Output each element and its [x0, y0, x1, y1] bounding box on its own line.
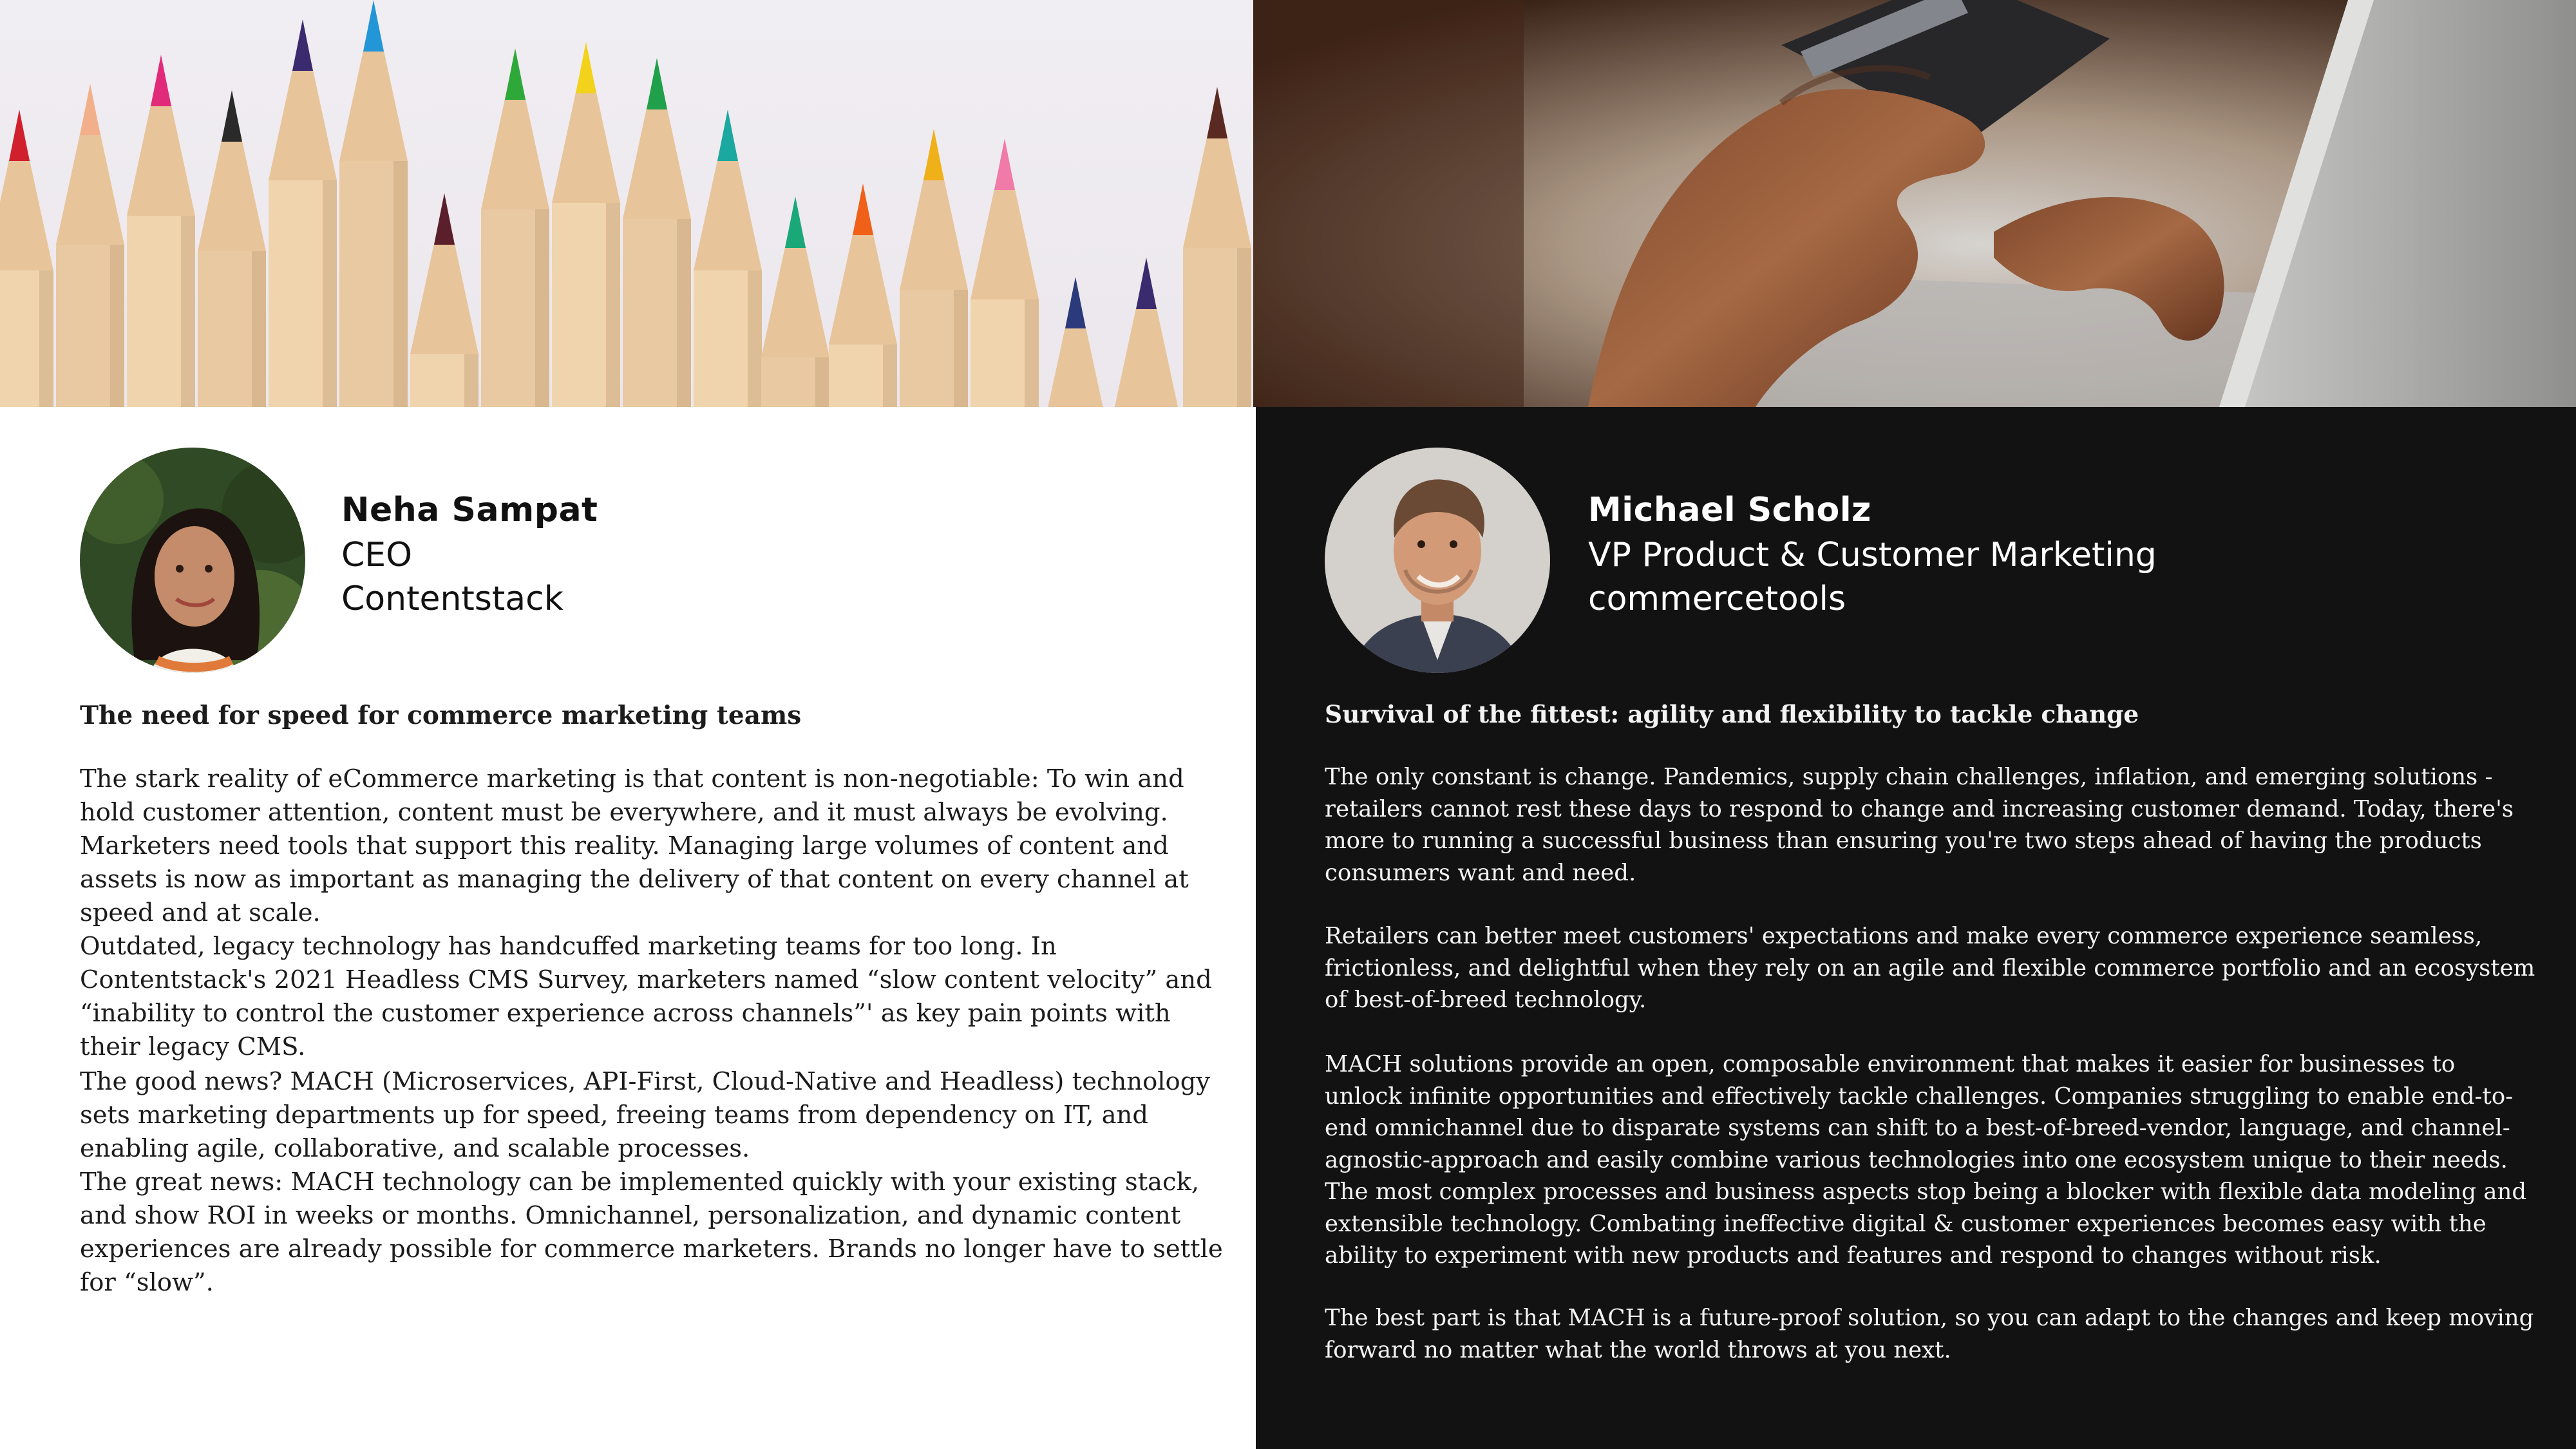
paragraph: The great news: MACH technology can be implemented quickly with your existing stack, and show ROI in weeks or months. Omnichannel, personalization, and dynamic content experiences are already possible for commerce marketers. Brands no longer have to settle for “slow”.	[80, 1168, 1223, 1297]
pencil	[339, 0, 408, 407]
profile-role: VP Product & Customer Marketing	[1588, 536, 2157, 574]
profile-role: CEO	[341, 536, 413, 574]
section-heading: The need for speed for commerce marketing teams	[80, 701, 802, 730]
paragraph: The stark reality of eCommerce marketing is that content is non-negotiable: To win and hold customer attention, content must be everywhere, and it must always be evolving.	[80, 764, 1184, 827]
paragraph: Outdated, legacy technology has handcuffed marketing teams for too long. In Contentstack's 2021 Headless CMS Survey, marketers named “slow content velocity” and “inability to control the customer experience across channels”' as key pain points with their legacy CMS.	[80, 932, 1212, 1061]
pencil	[269, 19, 337, 407]
pencil	[761, 196, 829, 407]
pencil	[410, 193, 478, 407]
colored-pencils-photo	[0, 0, 1253, 407]
pencil	[127, 55, 195, 407]
profile-company: commercetools	[1588, 580, 1846, 618]
profile-name: Neha Sampat	[341, 491, 598, 529]
pencils-illustration	[0, 0, 1253, 407]
paragraph: Retailers can better meet customers' expectations and make every commerce experience seamless, frictionless, and delightful when they rely on an agile and flexible commerce portfolio and an ecosystem of best-of-breed technology.	[1325, 923, 2535, 1013]
profile-company: Contentstack	[341, 580, 564, 618]
pencil	[1112, 258, 1180, 407]
michael-scholz-avatar	[1325, 448, 1550, 673]
right-profile-column	[1256, 407, 2576, 1449]
card-laptop-illustration	[1253, 0, 2576, 407]
pencil	[56, 84, 124, 407]
credit-card-laptop-photo	[1253, 0, 2576, 407]
section-heading: Survival of the fittest: agility and flexibility to tackle change	[1325, 700, 2139, 728]
pencil	[694, 109, 762, 407]
pencil	[481, 48, 549, 407]
pencil	[829, 184, 897, 407]
pencil	[1041, 277, 1110, 407]
paragraph: The only constant is change. Pandemics, supply chain challenges, inflation, and emerging solutions - retailers cannot rest these days to respond to change and increasing customer demand. Today, there's more to running a successful business than ensuring you're two steps ahead of having the products consumers want and need.	[1325, 764, 2514, 886]
paragraph: The good news? MACH (Microservices, API-First, Cloud-Native and Headless) technology sets marketing departments up for speed, freeing teams from dependency on IT, and enabling agile, collaborative, and scalable processes.	[80, 1067, 1211, 1163]
paragraph: The best part is that MACH is a future-proof solution, so you can adapt to the changes and keep moving forward no matter what the world throws at you next.	[1325, 1305, 2534, 1363]
left-profile-column	[0, 407, 1256, 1449]
paragraph: MACH solutions provide an open, composable environment that makes it easier for businesses to unlock infinite opportunities and effectively tackle challenges. Companies struggling to enable end-to-end omnichannel due to disparate systems can shift to a best-of-breed-vendor, language, and channel-agnostic-approach and easily combine various technologies into one ecosystem unique to their needs. The most complex processes and business aspects stop being a blocker with flexible data modeling and extensible technology. Combating ineffective digital & customer experiences becomes easy with the ability to experiment with new products and features and respond to changes without risk.	[1325, 1051, 2527, 1269]
pencil	[900, 129, 968, 407]
pencil	[0, 109, 53, 407]
pencil	[623, 58, 691, 407]
pencil	[552, 42, 620, 407]
profile-name: Michael Scholz	[1588, 491, 1871, 529]
neha-sampat-avatar	[80, 448, 305, 673]
pencil	[198, 90, 266, 407]
pencil	[971, 138, 1039, 407]
pencil	[1183, 87, 1251, 407]
paragraph: Marketers need tools that support this reality. Managing large volumes of content and assets is now as important as managing the delivery of that content on every channel at speed and at scale.	[80, 831, 1189, 927]
